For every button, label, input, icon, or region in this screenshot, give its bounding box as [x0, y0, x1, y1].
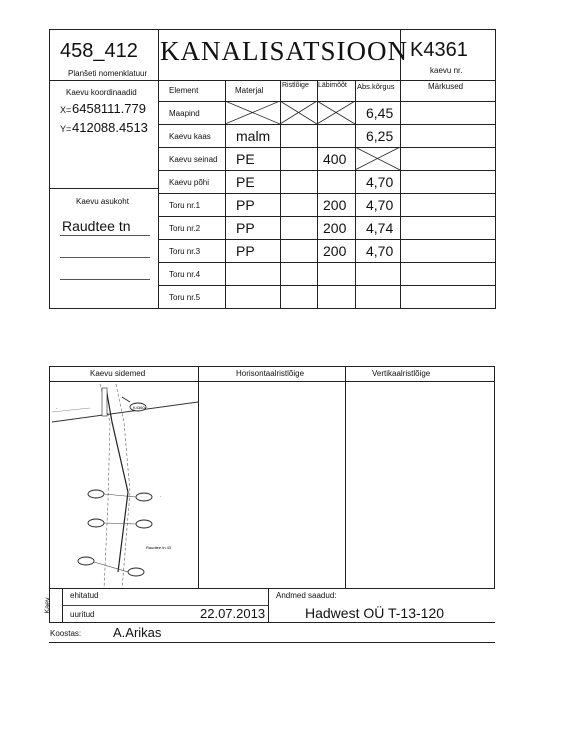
- x-prefix: X=: [60, 105, 72, 115]
- built-label: ehitatud: [70, 591, 99, 600]
- cell-element: Kaevu seinad: [169, 155, 218, 164]
- connection-line-2: [104, 523, 136, 524]
- cell-element: Toru nr.4: [169, 270, 201, 279]
- street-boundary-line-2: [52, 408, 90, 412]
- sketch-col-connections: Kaevu sidemed: [90, 369, 146, 378]
- well-number-value: K4361: [410, 39, 468, 61]
- cell-height: 6,25: [366, 128, 394, 144]
- node-f: [128, 568, 144, 576]
- cell-material: malm: [236, 128, 271, 144]
- nomenclature-label: Planšeti nomenklatuur: [68, 69, 148, 78]
- cell-element: Toru nr.2: [169, 224, 201, 233]
- nomenclature-value: 458_412: [60, 40, 138, 62]
- node-e: [78, 557, 94, 565]
- sewer-pipe: [106, 388, 128, 572]
- well-number-label: kaevu nr.: [430, 66, 463, 75]
- col-header-height: Abs.kõrgus: [357, 82, 395, 91]
- cell-element: Toru nr.1: [169, 201, 201, 210]
- cell-material: PE: [236, 151, 255, 167]
- sketch-col-horizontal: Horisontaalristlõige: [236, 369, 305, 378]
- cell-height: 4,74: [366, 220, 394, 236]
- location-label: Kaevu asukoht: [76, 197, 129, 206]
- data-source-value: Hadwest OÜ T-13-120: [305, 605, 445, 621]
- street-label: Raudtee tn 43: [146, 545, 172, 550]
- cell-height: 4,70: [366, 243, 394, 259]
- dot-marker: ·: [160, 494, 162, 500]
- surveyed-label: uuritud: [70, 610, 95, 619]
- street-boundary-line: [52, 402, 198, 422]
- connection-sketch: [50, 382, 198, 589]
- cell-diameter: 400: [323, 151, 347, 167]
- node-c: [88, 519, 104, 527]
- cell-height: 4,70: [366, 174, 394, 190]
- compiled-value: A.Arikas: [113, 625, 162, 640]
- connection-line-3: [94, 562, 128, 572]
- cell-diameter: 200: [323, 220, 347, 236]
- document-title: KANALISATSIOON: [160, 36, 408, 66]
- cell-height: 6,45: [366, 105, 394, 121]
- compiled-label: Koostas:: [50, 629, 82, 638]
- not-applicable-cross-mark: [317, 101, 355, 124]
- cell-material: PE: [236, 174, 255, 190]
- col-header-element: Element: [169, 86, 199, 95]
- col-header-cross: Ristlõige: [282, 82, 309, 89]
- node-top-label: K4360: [133, 405, 145, 410]
- parcel-line-2: [116, 384, 130, 589]
- cell-element: Kaevu kaas: [169, 132, 211, 141]
- surveyed-date: 22.07.2013: [200, 606, 266, 621]
- not-applicable-cross-mark: [280, 101, 317, 124]
- col-header-diameter: Läbimõõt: [318, 82, 347, 89]
- sewer-pipe-branch: [122, 397, 130, 402]
- node-a: [88, 490, 104, 498]
- not-applicable-cross-mark: [225, 101, 280, 124]
- node-b: [136, 493, 152, 501]
- dot-marker-2: ·: [56, 406, 58, 412]
- cell-material: PP: [236, 243, 255, 259]
- col-header-notes: Märkused: [428, 82, 464, 91]
- x-coordinate: 6458111.779: [72, 101, 146, 116]
- pipe-label-box: [102, 388, 107, 416]
- sketch-col-vertical: Vertikaalristlõige: [372, 369, 431, 378]
- y-prefix: Y=: [60, 124, 72, 134]
- cell-element: Kaevu põhi: [169, 178, 210, 187]
- location-value: Raudtee tn: [62, 218, 131, 234]
- col-header-material: Materjal: [235, 86, 264, 95]
- not-applicable-cross-mark: [355, 147, 400, 170]
- connection-line-1: [104, 494, 136, 497]
- cell-diameter: 200: [323, 243, 347, 259]
- cell-element: Toru nr.3: [169, 247, 201, 256]
- cell-material: PP: [236, 220, 255, 236]
- data-source-label: Andmed saadud:: [276, 591, 337, 600]
- side-label: Kaev: [44, 597, 52, 614]
- y-coordinate: 412088.4513: [72, 120, 148, 135]
- cell-diameter: 200: [323, 197, 347, 213]
- cell-material: PP: [236, 197, 255, 213]
- cell-element: Maapind: [169, 109, 200, 118]
- cell-height: 4,70: [366, 197, 394, 213]
- node-d: [136, 520, 152, 528]
- coordinates-label: Kaevu koordinaadid: [66, 88, 137, 97]
- cell-element: Toru nr.5: [169, 293, 201, 302]
